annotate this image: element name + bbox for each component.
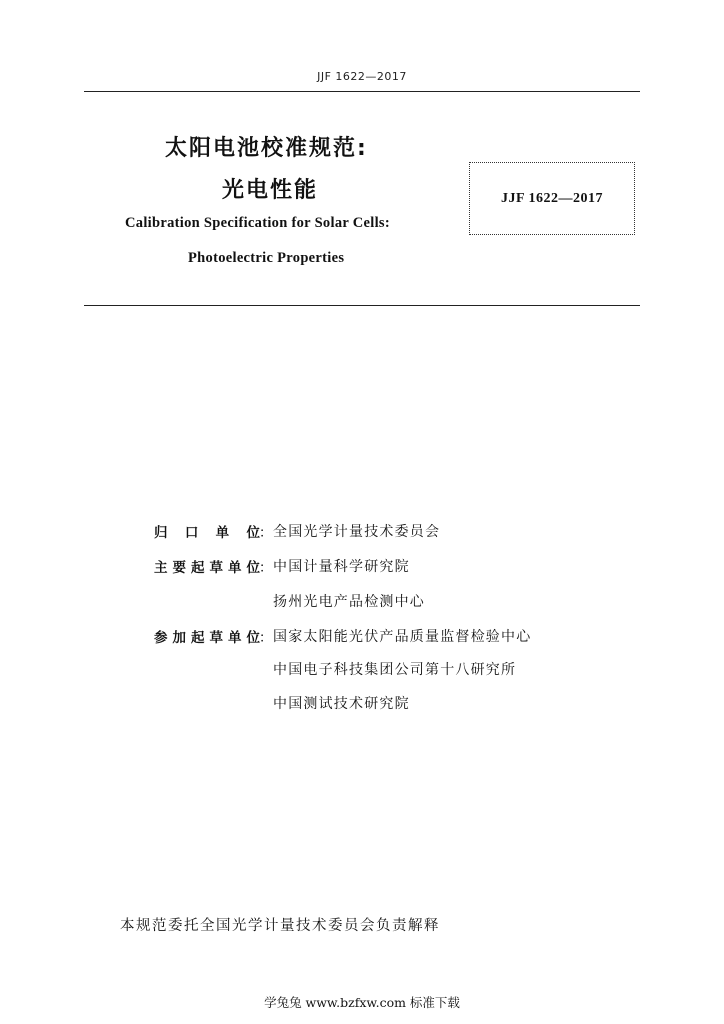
title-bottom-rule xyxy=(84,305,640,306)
label-colon: ： xyxy=(259,525,273,541)
main-drafting-unit-value: 中国计量科学研究院 xyxy=(273,559,410,575)
main-drafting-unit-label: 主 要 起 草 单 位 xyxy=(154,560,260,576)
interpretation-statement: 本规范委托全国光学计量技术委员会负责解释 xyxy=(120,918,440,934)
participating-unit-row-3 xyxy=(0,693,724,717)
standard-code-box-text: JJF 1622—2017 xyxy=(500,190,604,206)
participating-unit-label: 参 加 起 草 单 位 xyxy=(154,630,260,646)
participating-unit-row xyxy=(0,626,724,650)
responsible-unit-value: 全国光学计量技术委员会 xyxy=(273,524,441,540)
participating-unit-value: 中国电子科技集团公司第十八研究所 xyxy=(273,662,517,678)
header-rule xyxy=(84,91,640,92)
responsible-unit-row xyxy=(0,521,724,545)
title-english-line1: Calibration Specification for Solar Cells: xyxy=(125,215,390,231)
title-chinese-line1: 太阳电池校准规范: xyxy=(165,136,368,161)
footer-watermark: 学兔兔 www.bzfxw.com 标准下载 xyxy=(264,995,460,1010)
participating-unit-value: 中国测试技术研究院 xyxy=(273,696,410,712)
main-drafting-unit-value: 扬州光电产品检测中心 xyxy=(273,594,425,610)
responsible-unit-label: 归 口 单 位 xyxy=(154,525,260,541)
main-drafting-unit-row-2 xyxy=(0,591,724,615)
header-standard-code: JJF 1622—2017 xyxy=(317,70,407,83)
standard-code-box xyxy=(469,162,635,235)
participating-unit-row-2 xyxy=(0,659,724,683)
title-chinese-line2: 光电性能 xyxy=(222,178,319,203)
main-drafting-unit-row xyxy=(0,556,724,580)
title-english-line2: Photoelectric Properties xyxy=(188,250,345,266)
participating-unit-value: 国家太阳能光伏产品质量监督检验中心 xyxy=(273,629,532,645)
label-colon: ： xyxy=(259,560,273,576)
label-colon: ： xyxy=(259,630,273,646)
